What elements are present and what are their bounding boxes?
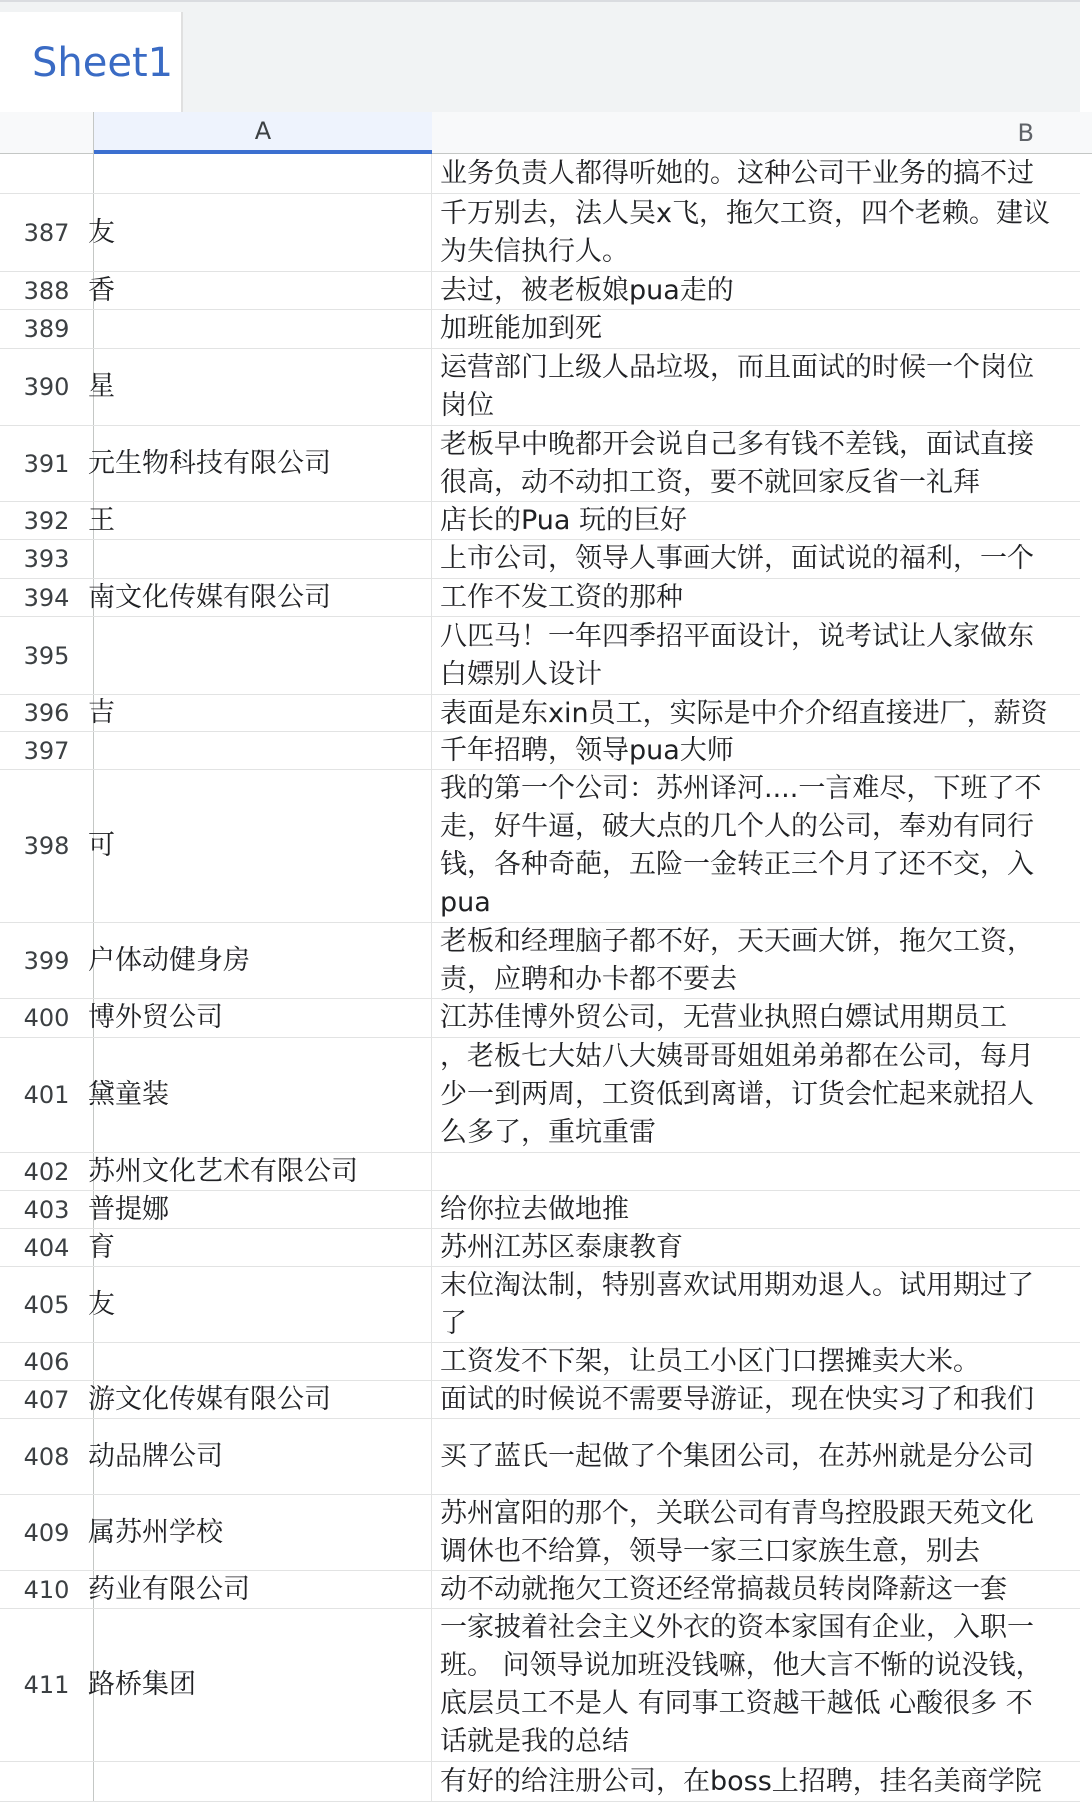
table-row	[0, 349, 1080, 426]
table-row	[0, 579, 1080, 617]
row-number[interactable]: 406	[0, 1343, 94, 1380]
row-number[interactable]: 403	[0, 1191, 94, 1228]
select-all-corner[interactable]	[0, 112, 94, 154]
cell-a-text: 南文化传媒有限公司	[88, 581, 331, 613]
cell-b[interactable]	[432, 1381, 1092, 1418]
cell-a[interactable]	[88, 349, 432, 425]
table-row	[0, 1609, 1080, 1762]
cell-a-text: 属苏州学校	[88, 1516, 223, 1548]
sheet-tabs-bar	[0, 0, 1080, 112]
cell-a-text: 吉	[88, 697, 115, 728]
cell-a[interactable]	[88, 999, 432, 1037]
table-row	[0, 310, 1080, 349]
row-number[interactable]: 402	[0, 1153, 94, 1190]
row-number[interactable]: 404	[0, 1229, 94, 1266]
table-row	[0, 1381, 1080, 1419]
row-number[interactable]: 388	[0, 272, 94, 309]
cell-a[interactable]	[88, 194, 432, 271]
cell-a[interactable]	[88, 1419, 432, 1494]
cell-b[interactable]	[432, 695, 1092, 731]
cell-a-text: 普提娜	[88, 1193, 169, 1225]
cell-a[interactable]	[88, 1191, 432, 1228]
cell-b[interactable]	[432, 1609, 1092, 1761]
table-row	[0, 1419, 1080, 1495]
cell-b-line: 底层员工不是人 有同事工资越干越低 心酸很多 不	[440, 1688, 1033, 1719]
column-header-b-label: B	[1017, 118, 1034, 147]
cell-a-text: 星	[88, 371, 115, 402]
cell-b-line: 有好的给注册公司，在boss上招聘，挂名美商学院	[440, 1766, 1042, 1797]
cell-b-line	[440, 1153, 1092, 1191]
cell-b-line: 工作不发工资的那种	[440, 582, 683, 613]
cell-b-line: 为失信执行人。	[440, 236, 629, 267]
table-row	[0, 770, 1080, 923]
cell-a[interactable]	[94, 1762, 432, 1801]
row-number[interactable]: 397	[0, 732, 94, 769]
cell-a-text: 游文化传媒有限公司	[88, 1383, 331, 1415]
cell-b-line: 苏州富阳的那个，关联公司有青鸟控股跟天苑文化	[440, 1498, 1034, 1529]
table-row	[0, 272, 1080, 310]
cell-b-line: pua	[440, 887, 491, 918]
table-row	[0, 1571, 1080, 1609]
row-number[interactable]: 395	[0, 617, 94, 694]
cell-b-line: 我的第一个公司：苏州译河....一言难尽，下班了不	[440, 773, 1042, 804]
cell-a-text: 友	[88, 216, 115, 248]
cell-b-line: 工资发不下架，让员工小区门口摆摊卖大米。	[440, 1346, 980, 1377]
cell-b-line: 动不动就拖欠工资还经常搞裁员转岗降薪这一套	[440, 1574, 1007, 1605]
cell-b-line: 千万别去，法人吴x飞，拖欠工资，四个老赖。建议	[440, 198, 1050, 229]
row-number[interactable]: 410	[0, 1571, 94, 1608]
cell-b-line: 给你拉去做地推	[440, 1194, 629, 1225]
row-number[interactable]: 396	[0, 695, 94, 731]
cell-b-line: 很高，动不动扣工资，要不就回家反省一礼拜	[440, 467, 980, 498]
cell-a[interactable]	[94, 540, 432, 578]
cell-b[interactable]	[432, 579, 1092, 616]
cell-a-text: 黛童装	[88, 1079, 169, 1110]
row-number[interactable]: 392	[0, 502, 94, 539]
cell-b[interactable]	[432, 923, 1092, 998]
cell-a[interactable]	[88, 1267, 432, 1342]
cell-b-line: 责，应聘和办卡都不要去	[440, 964, 737, 995]
cell-b[interactable]	[432, 154, 1092, 193]
cell-b-line: 了	[440, 1308, 467, 1339]
cell-b[interactable]	[432, 540, 1092, 578]
cell-b-line: 苏州江苏区泰康教育	[440, 1232, 683, 1263]
cell-b-line: 老板和经理脑子都不好，天天画大饼，拖欠工资，	[440, 926, 1034, 957]
cell-b-line: 岗位	[440, 390, 494, 421]
row-number[interactable]: 399	[0, 923, 94, 998]
cell-b-line: 八匹马！一年四季招平面设计，说考试让人家做东	[440, 621, 1034, 652]
cell-b[interactable]	[432, 770, 1092, 922]
cell-b[interactable]	[432, 310, 1092, 348]
table-row	[0, 1267, 1080, 1343]
table-row	[0, 1495, 1080, 1571]
cell-a[interactable]	[88, 272, 432, 309]
cell-a-text: 育	[88, 1231, 115, 1263]
cell-a[interactable]	[88, 695, 432, 731]
table-row	[0, 695, 1080, 732]
cell-b-line: 江苏佳博外贸公司，无营业执照白嫖试用期员工	[440, 1002, 1007, 1033]
cell-b-line: 话就是我的总结	[440, 1726, 629, 1757]
cell-a-text: 友	[88, 1288, 115, 1320]
row-number[interactable]: 393	[0, 540, 94, 578]
cell-b[interactable]	[432, 426, 1092, 501]
cell-a[interactable]	[88, 1609, 432, 1761]
cell-a[interactable]	[88, 502, 432, 539]
cell-a[interactable]	[94, 1343, 432, 1380]
cell-b-line: 调休也不给算，领导一家三口家族生意，别去	[440, 1536, 980, 1567]
cell-b[interactable]	[432, 349, 1092, 425]
cell-a-text: 路桥集团	[88, 1669, 196, 1700]
sheet-tab-label: Sheet1	[32, 40, 174, 86]
cell-b-line: 一家披着社会主义外衣的资本家国有企业，入职一	[440, 1612, 1034, 1643]
cell-a[interactable]	[88, 1229, 432, 1266]
cell-a[interactable]	[94, 617, 432, 694]
cell-b[interactable]	[432, 732, 1092, 769]
cell-b-line: 表面是东xin员工，实际是中介介绍直接进厂，薪资	[440, 698, 1048, 729]
table-row	[0, 1153, 1080, 1191]
row-number[interactable]: 400	[0, 999, 94, 1037]
cell-b[interactable]	[432, 617, 1092, 694]
row-number[interactable]: 391	[0, 426, 94, 501]
cell-b-line: 走，好牛逼，破大点的几个人的公司，奉劝有同行	[440, 811, 1034, 842]
cell-b-line: 千年招聘，领导pua大师	[440, 735, 734, 766]
table-row	[0, 154, 1080, 194]
sheet-tab-sheet1[interactable]	[0, 12, 183, 112]
cell-b-line: 末位淘汰制，特别喜欢试用期劝退人。试用期过了	[440, 1270, 1034, 1301]
cell-a[interactable]	[88, 1153, 432, 1190]
cell-a[interactable]	[88, 1038, 432, 1152]
cell-b-line: ，老板七大姑八大姨哥哥姐姐弟弟都在公司，每月	[440, 1041, 1034, 1072]
table-row	[0, 1038, 1080, 1153]
row-number[interactable]: 408	[0, 1419, 94, 1494]
cell-b[interactable]	[432, 1419, 1092, 1494]
cell-b[interactable]	[432, 1495, 1092, 1570]
cell-b[interactable]	[432, 1153, 1092, 1190]
table-row	[0, 1762, 1080, 1802]
table-row	[0, 426, 1080, 502]
cell-a-text: 户体动健身房	[88, 944, 250, 976]
cell-a-text: 香	[88, 274, 115, 306]
cell-a[interactable]	[88, 1571, 432, 1608]
cell-a[interactable]	[94, 732, 432, 769]
row-number[interactable]: 405	[0, 1267, 94, 1342]
row-number[interactable]	[0, 154, 94, 193]
table-row	[0, 194, 1080, 272]
row-number[interactable]: 390	[0, 349, 94, 425]
cell-a[interactable]	[88, 1495, 432, 1570]
cell-b-line: 班。 问领导说加班没钱嘛，他大言不惭的说没钱，	[440, 1650, 1043, 1681]
cell-b-line: 钱，各种奇葩，五险一金转正三个月了还不交，入	[440, 849, 1034, 880]
table-row	[0, 999, 1080, 1038]
cell-b-line: 白嫖别人设计	[440, 659, 602, 690]
cell-a[interactable]	[88, 579, 432, 616]
cell-b-line: 加班能加到死	[440, 313, 602, 344]
cell-a-text: 可	[88, 830, 115, 861]
cell-b[interactable]	[432, 194, 1092, 271]
cell-a-text: 药业有限公司	[88, 1573, 250, 1605]
cell-b[interactable]	[432, 502, 1092, 539]
cell-b[interactable]	[432, 1571, 1092, 1608]
row-number[interactable]: 411	[0, 1609, 94, 1761]
cell-b[interactable]	[432, 1191, 1092, 1228]
cell-b[interactable]	[432, 1038, 1092, 1152]
cell-b-line: 业务负责人都得听她的。这种公司干业务的搞不过	[440, 158, 1034, 189]
table-row	[0, 1191, 1080, 1229]
table-row	[0, 1343, 1080, 1381]
row-number[interactable]: 389	[0, 310, 94, 348]
cell-b-line: 少一到两周，工资低到离谱，订货会忙起来就招人	[440, 1079, 1034, 1110]
cell-b[interactable]	[432, 1343, 1092, 1380]
table-row	[0, 617, 1080, 695]
cell-b-line: 运营部门上级人品垃圾，而且面试的时候一个岗位	[440, 352, 1034, 383]
row-number[interactable]: 387	[0, 194, 94, 271]
cell-b-line: 上市公司，领导人事画大饼，面试说的福利，一个	[440, 543, 1034, 574]
row-number[interactable]: 407	[0, 1381, 94, 1418]
cell-b-line: 店长的Pua 玩的巨好	[440, 505, 688, 536]
cell-a[interactable]	[94, 154, 432, 193]
table-row	[0, 732, 1080, 770]
table-row	[0, 540, 1080, 579]
cell-b[interactable]	[432, 1229, 1092, 1266]
column-header-b[interactable]	[432, 112, 1092, 154]
cell-a-text: 元生物科技有限公司	[88, 447, 331, 479]
cell-a[interactable]	[94, 310, 432, 348]
cell-b-line: 老板早中晚都开会说自己多有钱不差钱，面试直接	[440, 429, 1034, 460]
cell-a[interactable]	[88, 770, 432, 922]
cell-a[interactable]	[88, 426, 432, 501]
cell-b-line: 面试的时候说不需要导游证，现在快实习了和我们	[440, 1384, 1034, 1415]
cell-b-line: 买了蓝氏一起做了个集团公司，在苏州就是分公司	[440, 1441, 1034, 1472]
cell-a-text: 苏州文化艺术有限公司	[88, 1155, 358, 1187]
row-number[interactable]: 394	[0, 579, 94, 616]
row-number[interactable]: 398	[0, 770, 94, 922]
table-row	[0, 502, 1080, 540]
cell-b-line: 去过，被老板娘pua走的	[440, 275, 734, 306]
row-number[interactable]: 409	[0, 1495, 94, 1570]
row-number[interactable]: 401	[0, 1038, 94, 1152]
cell-a[interactable]	[88, 923, 432, 998]
table-row	[0, 923, 1080, 999]
cell-a-text: 动品牌公司	[88, 1440, 223, 1472]
cell-b[interactable]	[432, 999, 1092, 1037]
column-header-a[interactable]	[94, 112, 432, 154]
cell-b[interactable]	[432, 272, 1092, 309]
column-header-a-label: A	[254, 117, 272, 145]
cell-a-text: 博外贸公司	[88, 1002, 223, 1033]
cell-a[interactable]	[88, 1381, 432, 1418]
cell-b[interactable]	[432, 1762, 1092, 1801]
cell-a-text: 王	[88, 504, 115, 536]
table-row	[0, 1229, 1080, 1267]
row-number[interactable]	[0, 1762, 94, 1801]
cell-b-line: 么多了，重坑重雷	[440, 1117, 656, 1148]
cell-b[interactable]	[432, 1267, 1092, 1342]
